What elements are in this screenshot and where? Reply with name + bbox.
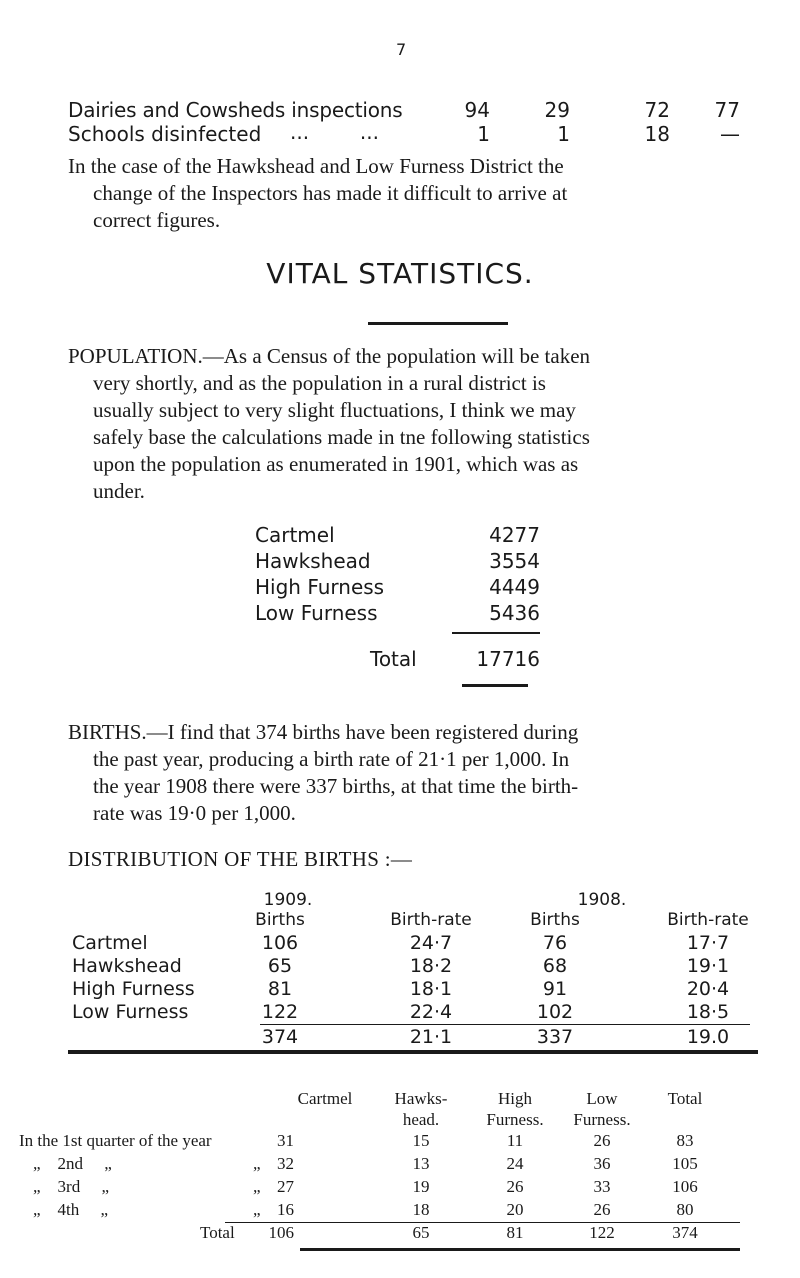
total-underline [462,684,528,687]
inspection-label: Dairies and Cowsheds inspections [68,98,403,122]
quarter-total: 105 [672,1154,698,1173]
district-name: Hawkshead [255,549,371,573]
year-header: 1909. [263,890,313,910]
births-line: the past year, producing a birth rate of 21·1 per 1,000. In [93,747,570,771]
district-name: Hawkshead [72,955,182,977]
rate-1909: 22·4 [409,1001,453,1023]
quarter-cartmel: 16 [277,1200,294,1219]
quarter-total: 83 [676,1131,694,1150]
quarter-low-furness: 26 [593,1200,611,1219]
total-high-furness: 81 [506,1223,524,1242]
births-1908: 68 [542,955,568,977]
page-number: 7 [396,40,407,59]
inspection-value: 29 [544,98,570,122]
total-value: 17716 [476,647,540,671]
population-line: usually subject to very slight fluctuations, I think we may [93,398,576,422]
district-name: Cartmel [255,523,335,547]
births-1908: 102 [536,1001,574,1023]
births-1908: 76 [542,932,568,954]
year-header: 1908. [577,890,627,910]
note-line: change of the Inspectors has made it difficult to arrive at [93,181,568,205]
total-rate-1909: 21·1 [409,1026,453,1048]
population-line: under. [93,479,145,503]
population-line: upon the population as enumerated in 1901, which was as [93,452,579,476]
column-header-births: Births [255,910,305,930]
quarter-label: „ 2nd „ [33,1154,112,1173]
population-line: safely base the calculations made in tne following statistics [93,425,590,449]
table-bottom-rule [68,1050,758,1054]
quarter-hawkshead: 19 [412,1177,430,1196]
table-bottom-rule [300,1248,740,1251]
quarter-hawkshead: 15 [412,1131,430,1150]
district-name: Cartmel [72,932,148,954]
quarter-low-furness: 33 [593,1177,611,1196]
ditto-mark: „ [253,1200,261,1219]
rate-1909: 24·7 [409,932,453,954]
district-name: Low Furness [72,1001,189,1023]
rate-1909: 18·2 [409,955,453,977]
births-1909: 65 [267,955,293,977]
district-name: High Furness [72,978,195,1000]
ditto-mark: „ [253,1154,261,1173]
quarter-high-furness: 24 [506,1154,524,1173]
quarter-label: „ 3rd „ [33,1177,110,1196]
total-cartmel: 106 [268,1223,294,1242]
quarter-total: 106 [672,1177,698,1196]
heading-rule [368,322,508,325]
inspection-value: 77 [714,98,740,122]
population-value: 4449 [489,575,540,599]
population-line: very shortly, and as the population in a rural district is [93,371,546,395]
total-label: Total [370,647,417,671]
column-header-high-furness: High [498,1089,532,1108]
column-header-low-furness: Furness. [573,1110,631,1129]
quarter-high-furness: 20 [506,1200,524,1219]
population-value: 5436 [489,601,540,625]
inspection-label: Schools disinfected [68,122,262,146]
total-label: Total [200,1223,235,1242]
total-rule [260,1024,750,1025]
quarter-cartmel: 31 [277,1131,294,1150]
column-header-births: Births [530,910,580,930]
column-header-total: Total [667,1089,703,1108]
total-hawkshead: 65 [412,1223,430,1242]
inspection-value: — [720,122,740,146]
rate-1908: 18·5 [686,1001,730,1023]
quarter-high-furness: 11 [506,1131,524,1150]
column-header-low-furness: Low [586,1089,618,1108]
inspection-value: 18 [644,122,670,146]
births-1909: 81 [267,978,293,1000]
quarter-label: „ 4th „ [33,1200,109,1219]
births-1909: 122 [261,1001,299,1023]
total-births-1909: 374 [261,1026,299,1048]
ditto-mark: „ [253,1177,261,1196]
total-rule [452,632,540,634]
column-header-birth-rate: Birth-rate [667,910,749,930]
total-rate-1908: 19.0 [686,1026,730,1048]
births-1909: 106 [261,932,299,954]
column-header-hawkshead: head. [402,1110,440,1129]
inspection-value: 72 [644,98,670,122]
district-name: High Furness [255,575,385,599]
total-total: 374 [672,1223,698,1242]
leader-dots: ... ... [290,120,380,144]
rate-1908: 19·1 [686,955,730,977]
column-header-cartmel: Cartmel [297,1089,353,1108]
total-births-1908: 337 [536,1026,574,1048]
births-line: rate was 19·0 per 1,000. [93,801,296,825]
quarter-hawkshead: 18 [412,1200,430,1219]
quarter-low-furness: 26 [593,1131,611,1150]
births-1908: 91 [542,978,568,1000]
note-line: In the case of the Hawkshead and Low Furness District the [68,154,564,178]
column-header-hawkshead: Hawks- [394,1089,448,1108]
population-value: 4277 [489,523,540,547]
quarter-total: 80 [676,1200,694,1219]
quarter-cartmel: 27 [277,1177,294,1196]
total-low-furness: 122 [589,1223,615,1242]
quarter-low-furness: 36 [593,1154,611,1173]
inspection-value: 94 [464,98,490,122]
population-line: POPULATION.—As a Census of the population will be taken [68,344,591,368]
quarter-cartmel: 32 [277,1154,294,1173]
distribution-heading: DISTRIBUTION OF THE BIRTHS :— [68,847,413,871]
column-header-birth-rate: Birth-rate [390,910,472,930]
note-line: correct figures. [93,208,221,232]
rate-1908: 20·4 [686,978,730,1000]
quarter-label: In the 1st quarter of the year [19,1131,212,1150]
inspection-value: 1 [477,122,490,146]
births-line: BIRTHS.—I find that 374 births have been registered during [68,720,579,744]
inspection-value: 1 [557,122,570,146]
section-heading: VITAL STATISTICS. [266,257,534,290]
population-value: 3554 [489,549,540,573]
column-header-high-furness: Furness. [486,1110,544,1129]
quarter-hawkshead: 13 [412,1154,430,1173]
rate-1909: 18·1 [409,978,453,1000]
rate-1908: 17·7 [686,932,730,954]
quarter-high-furness: 26 [506,1177,524,1196]
births-line: the year 1908 there were 337 births, at that time the birth- [93,774,579,798]
district-name: Low Furness [255,601,378,625]
